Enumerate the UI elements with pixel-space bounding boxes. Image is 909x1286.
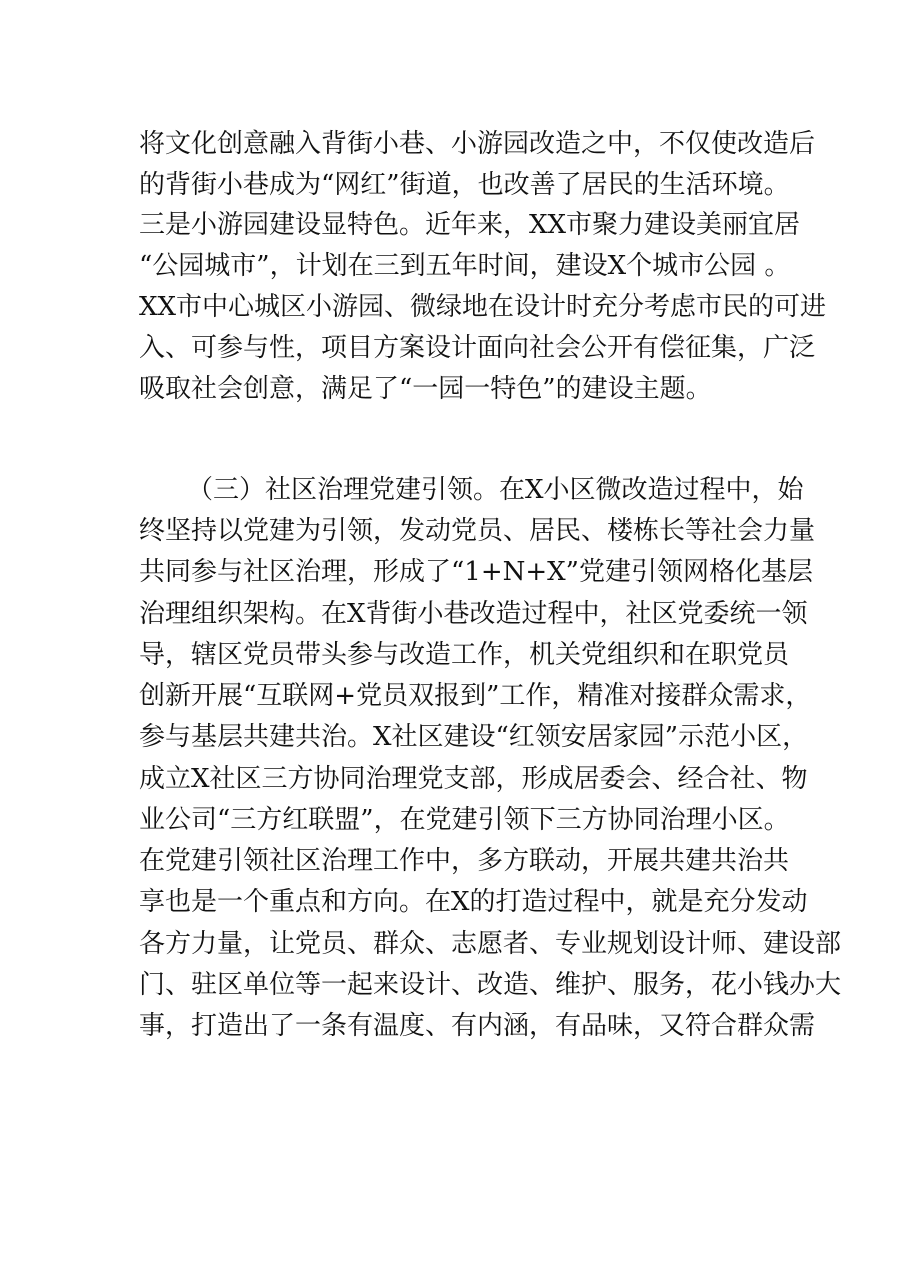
text-line: 参与基层共建共治。X社区建设“红领安居家园”示范小区， xyxy=(139,722,809,752)
text-line: 三是小游园建设显特色。近年来，XX市聚力建设美丽宜居 xyxy=(139,210,801,240)
text-line: XX市中心城区小游园、微绿地在设计时充分考虑市民的可进 xyxy=(139,292,827,322)
text-line: （三）社区治理党建引领。在X小区微改造过程中，始 xyxy=(187,475,804,505)
text-line: 治理组织架构。在X背街小巷改造过程中，社区党委统一领 xyxy=(139,599,808,629)
text-line: 入、可参与性，项目方案设计面向社会公开有偿征集，广泛 xyxy=(139,333,816,363)
text-line: 的背街小巷成为“网红”街道，也改善了居民的生活环境。 xyxy=(139,170,790,200)
text-line: 共同参与社区治理，形成了“1+N+X”党建引领网格化基层 xyxy=(139,557,813,587)
text-line: 事，打造出了一条有温度、有内涵，有品味，又符合群众需 xyxy=(139,1011,816,1041)
text-line: “公园城市”，计划在三到五年时间，建设X个城市公园 。 xyxy=(139,251,791,281)
text-line: 将文化创意融入背街小巷、小游园改造之中，不仅使改造后 xyxy=(139,129,816,159)
text-line: 在党建引领社区治理工作中，多方联动，开展共建共治共 xyxy=(139,846,790,876)
text-line: 业公司“三方红联盟”，在党建引领下三方协同治理小区。 xyxy=(139,805,790,835)
text-line: 导，辖区党员带头参与改造工作，机关党组织和在职党员 xyxy=(139,640,790,670)
text-line: 各方力量，让党员、群众、志愿者、专业规划设计师、建设部 xyxy=(139,929,842,959)
text-line: 吸取社会创意，满足了“一园一特色”的建设主题。 xyxy=(139,374,712,404)
text-line: 门、驻区单位等一起来设计、改造、维护、服务，花小钱办大 xyxy=(139,970,842,1000)
text-line: 享也是一个重点和方向。在X的打造过程中，就是充分发动 xyxy=(139,887,808,917)
text-line: 成立X社区三方协同治理党支部，形成居委会、经合社、物 xyxy=(139,764,808,794)
text-line: 创新开展“互联网+党员双报到”工作，精准对接群众需求， xyxy=(139,681,812,711)
text-line: 终坚持以党建为引领，发动党员、居民、楼栋长等社会力量 xyxy=(139,516,816,546)
